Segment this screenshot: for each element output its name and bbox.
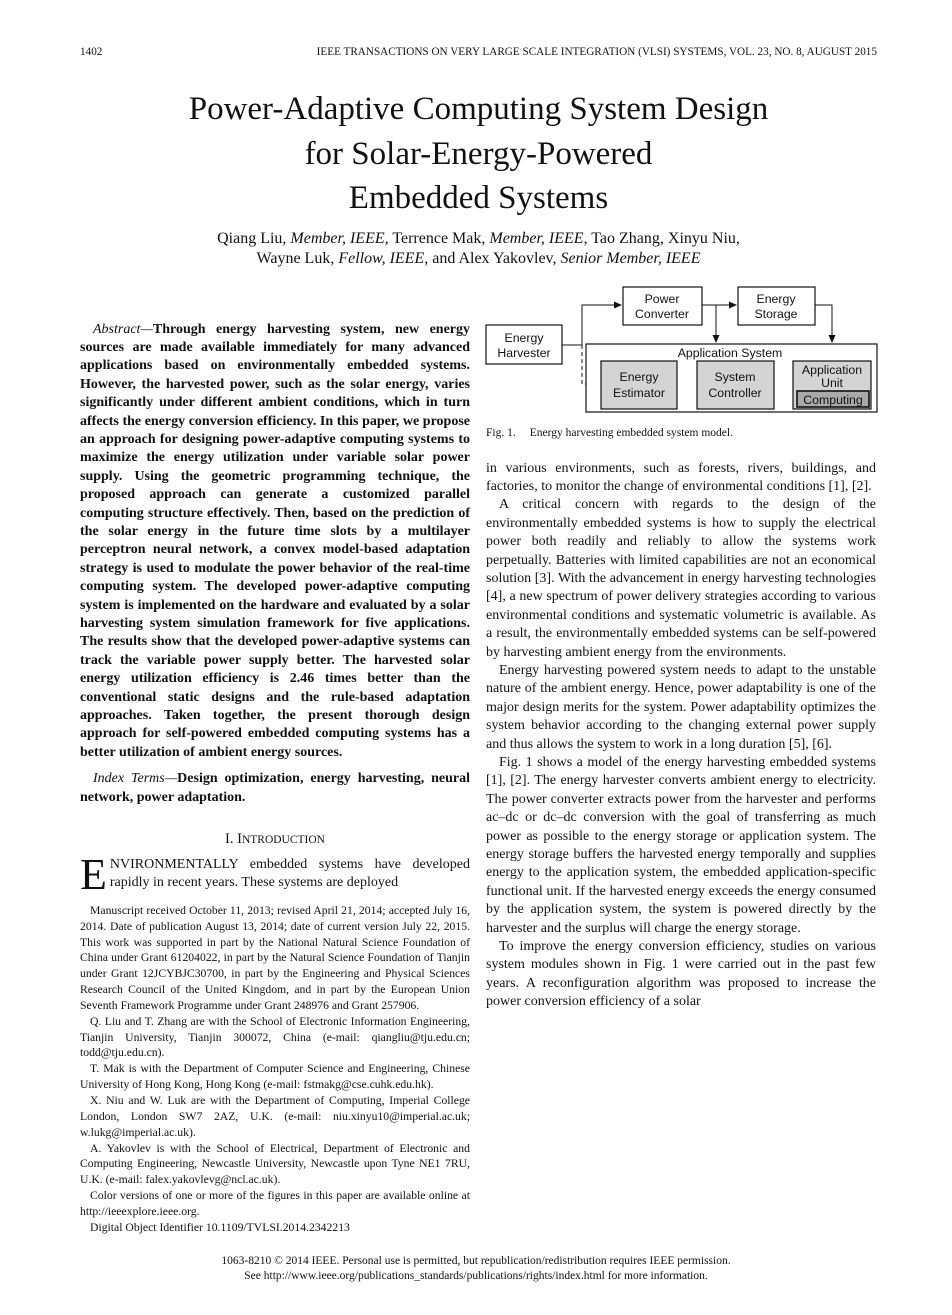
drop-cap: E — [80, 850, 107, 900]
abstract — [80, 321, 470, 763]
author: Qiang Liu, — [217, 229, 291, 247]
label: Energy — [619, 369, 659, 384]
label: Converter — [635, 306, 689, 321]
paragraph: A critical concern with regards to the design of the environmentally embedded systems is how to supply the electrical power both readily and reliably to allow the systems work perpetually. Batteries with limited capabilities are not an economical solution [3]. With the advancement in energy harvesting technologies [4], a new spectrum of power delivery strategies according to various environmental conditions and systematic volumetric is available. As a result, the environmentally embedded systems can be self-powered by harvesting ambient energy from the environments. — [486, 497, 876, 660]
right-column-body — [486, 460, 876, 1012]
intro-text: NVIRONMENTALLY embedded systems have developed rapidly in recent years. These systems are deployed — [109, 857, 470, 891]
label: Power — [644, 291, 680, 306]
section-number: I. — [225, 831, 238, 848]
index-terms — [80, 770, 470, 807]
author: , and Alex Yakovlev, — [424, 249, 561, 267]
title-line: Embedded Systems — [348, 180, 609, 216]
label: Application — [801, 362, 863, 377]
copyright-line: 1063-8210 © 2014 IEEE. Personal use is permitted, but republication/redistribution requires IEEE permission. — [221, 1254, 731, 1267]
section-heading — [80, 829, 470, 850]
caption-text: Energy harvesting embedded system model. — [529, 426, 733, 439]
footnote: Digital Object Identifier 10.1109/TVLSI.2014.2342213 — [90, 1220, 350, 1234]
author: , Terrence Mak, — [384, 229, 490, 247]
abstract-text: Through energy harvesting system, new energy sources are made available immediately for many advanced applications based on environmentally embedded systems. However, the harvested power, such as the solar energy, varies significantly under different ambient conditions, which in turn affects the energy conversion efficiency. In this paper, we propose an approach for designing power-adaptive computing systems to maximize the energy utilization under variable solar power supply. Using the geometric programming technique, the proposed approach can generate a customized parallel computing structure effectively. Then, based on the prediction of the solar energy in the future time slots by a multilayer perceptron neural network, a convex model-based adaptation strategy is used to modulate the power behavior of the real-time computing system. The developed power-adaptive computing system is implemented on the hardware and evaluated by a solar harvesting system simulation framework for five applications. The results show that the developed power-adaptive systems can track the variable power supply better. The harvested solar energy utilization efficiency is 2.46 times better than the conventional static designs and the rule-based adaptation approaches. Taken together, the present thorough design approach for self-powered embedded computing systems has a better utilization of ambient energy sources. — [80, 321, 470, 760]
section-title-rest: NTRODUCTION — [241, 834, 325, 847]
copyright-footer — [0, 1254, 952, 1285]
label: Application System — [677, 345, 783, 360]
title-line: for Solar-Energy-Powered — [304, 135, 653, 172]
author-line — [80, 229, 877, 249]
intro-paragraph — [80, 850, 470, 900]
paragraph: Energy harvesting powered system needs to adapt to the unstable nature of the ambient energy. Hence, power adaptability is one of the major design merits for the system. Power adaptability optimizes the system behavior according to the changing external power supply and thus allows the system to work in a long duration [5], [6]. — [486, 662, 876, 752]
author-role: Member, IEEE — [489, 229, 584, 247]
figure-1-diagram — [480, 277, 880, 422]
author-role: Senior Member, IEEE — [560, 249, 701, 267]
footnote: X. Niu and W. Luk are with the Department of Computing, Imperial College London, London SW7 2AZ, U.K. (e-mail: niu.xinyu10@imperial.ac.uk; w.lukg@imperial.ac.uk). — [80, 1094, 470, 1139]
arrow-harvester-to-converter — [562, 305, 621, 345]
arrow-storage-to-system — [815, 305, 832, 342]
footnote: A. Yakovlev is with the School of Electrical, Department of Electronic and Computing Engineering, Newcastle University, Newcastle upon Tyne NE1 7RU, U.K. (e-mail: falex.yakovlevg@ncl.ac.uk). — [80, 1141, 470, 1187]
section-title-initial: I — [237, 831, 242, 848]
caption-label: Fig. 1. — [486, 426, 516, 439]
title-line: Power-Adaptive Computing System Design — [188, 91, 769, 127]
system-controller-box — [697, 361, 774, 409]
label: Energy — [504, 330, 544, 345]
footnotes — [80, 903, 470, 1236]
label: Energy — [756, 291, 796, 306]
footnote: Manuscript received October 11, 2013; revised April 21, 2014; accepted July 16, 2014. Date of publication August 13, 2014; date of current version July 22, 2015. This work was supported in part by the National Natural Science Foundation of China under Grant 61204022, in part by the Natural Science Foundation of Tianjin under Grant 12JCYBJC30700, in part by the Engineering and Physical Sciences Research Council of the United Kingdom, and in part by the European Union Seventh Framework Programme under Grant 248976 and Grant 257906. — [80, 903, 470, 1012]
label: Controller — [708, 385, 762, 400]
footnote: Color versions of one or more of the figures in this paper are available online at http://ieeexplore.ieee.org. — [80, 1189, 470, 1218]
figure-caption — [486, 426, 876, 440]
abstract-label: Abstract— — [93, 321, 153, 337]
right-column — [486, 291, 876, 1012]
two-column-body — [80, 291, 877, 1236]
label: Estimator — [613, 385, 665, 400]
footnote: T. Mak is with the Department of Computer Science and Engineering, Chinese University of Hong Kong, Hong Kong (e-mail: fstmakg@cse.cuhk.edu.hk). — [80, 1062, 470, 1092]
label: Unit — [821, 375, 843, 390]
author-line — [80, 249, 877, 269]
paper-title — [80, 87, 877, 221]
paragraph: in various environments, such as forests, rivers, buildings, and factories, to monitor the change of environmental conditions [1], [2]. — [486, 460, 876, 494]
running-header-bar — [80, 45, 877, 59]
energy-estimator-box — [601, 361, 677, 409]
page-number: 1402 — [80, 46, 103, 58]
label: Storage — [754, 306, 798, 321]
index-terms-text: Design optimization, energy harvesting, neural network, power adaptation. — [80, 771, 470, 805]
author: , Tao Zhang, Xinyu Niu, — [583, 229, 740, 247]
label: Harvester — [497, 345, 551, 360]
label: Computing — [803, 392, 863, 407]
paragraph: To improve the energy conversion efficiency, studies on various system modules shown in Fig. 1 were carried out in the past few years. A reconfiguration algorithm was proposed to increase the power conversion efficiency of a solar — [486, 939, 876, 1010]
author-role: Fellow, IEEE — [338, 249, 425, 267]
permissions-line: See http://www.ieee.org/publications_standards/publications/rights/index.html for more information. — [244, 1270, 708, 1283]
paragraph: Fig. 1 shows a model of the energy harvesting embedded systems [1], [2]. The energy harvester converts ambient energy to electricity. The power converter extracts power from the harvester and performs ac–dc or dc–dc conversion with the goal of transferring as much power as possible to the energy storage or application system. The energy storage buffers the harvested energy temporally and supplies energy to the application system, the embedded application-specific functional unit. If the harvested energy exceeds the energy consumed by the application system, the system is powered directly by the harvester and the surplus will charge the energy storage. — [486, 755, 876, 936]
left-column — [80, 321, 470, 1236]
label: System — [714, 369, 756, 384]
footnote: Q. Liu and T. Zhang are with the School of Electronic Information Engineering, Tianjin University, Tianjin 300072, China (e-mail: qiangliu@tju.edu.cn; todd@tju.edu.cn). — [80, 1014, 470, 1060]
author: Wayne Luk, — [256, 249, 339, 267]
running-header: IEEE TRANSACTIONS ON VERY LARGE SCALE INTEGRATION (VLSI) SYSTEMS, VOL. 23, NO. 8, AUGUST 2015 — [316, 46, 877, 58]
index-terms-label: Index Terms— — [93, 771, 178, 787]
author-list — [80, 229, 877, 269]
author-role: Member, IEEE — [290, 229, 385, 247]
